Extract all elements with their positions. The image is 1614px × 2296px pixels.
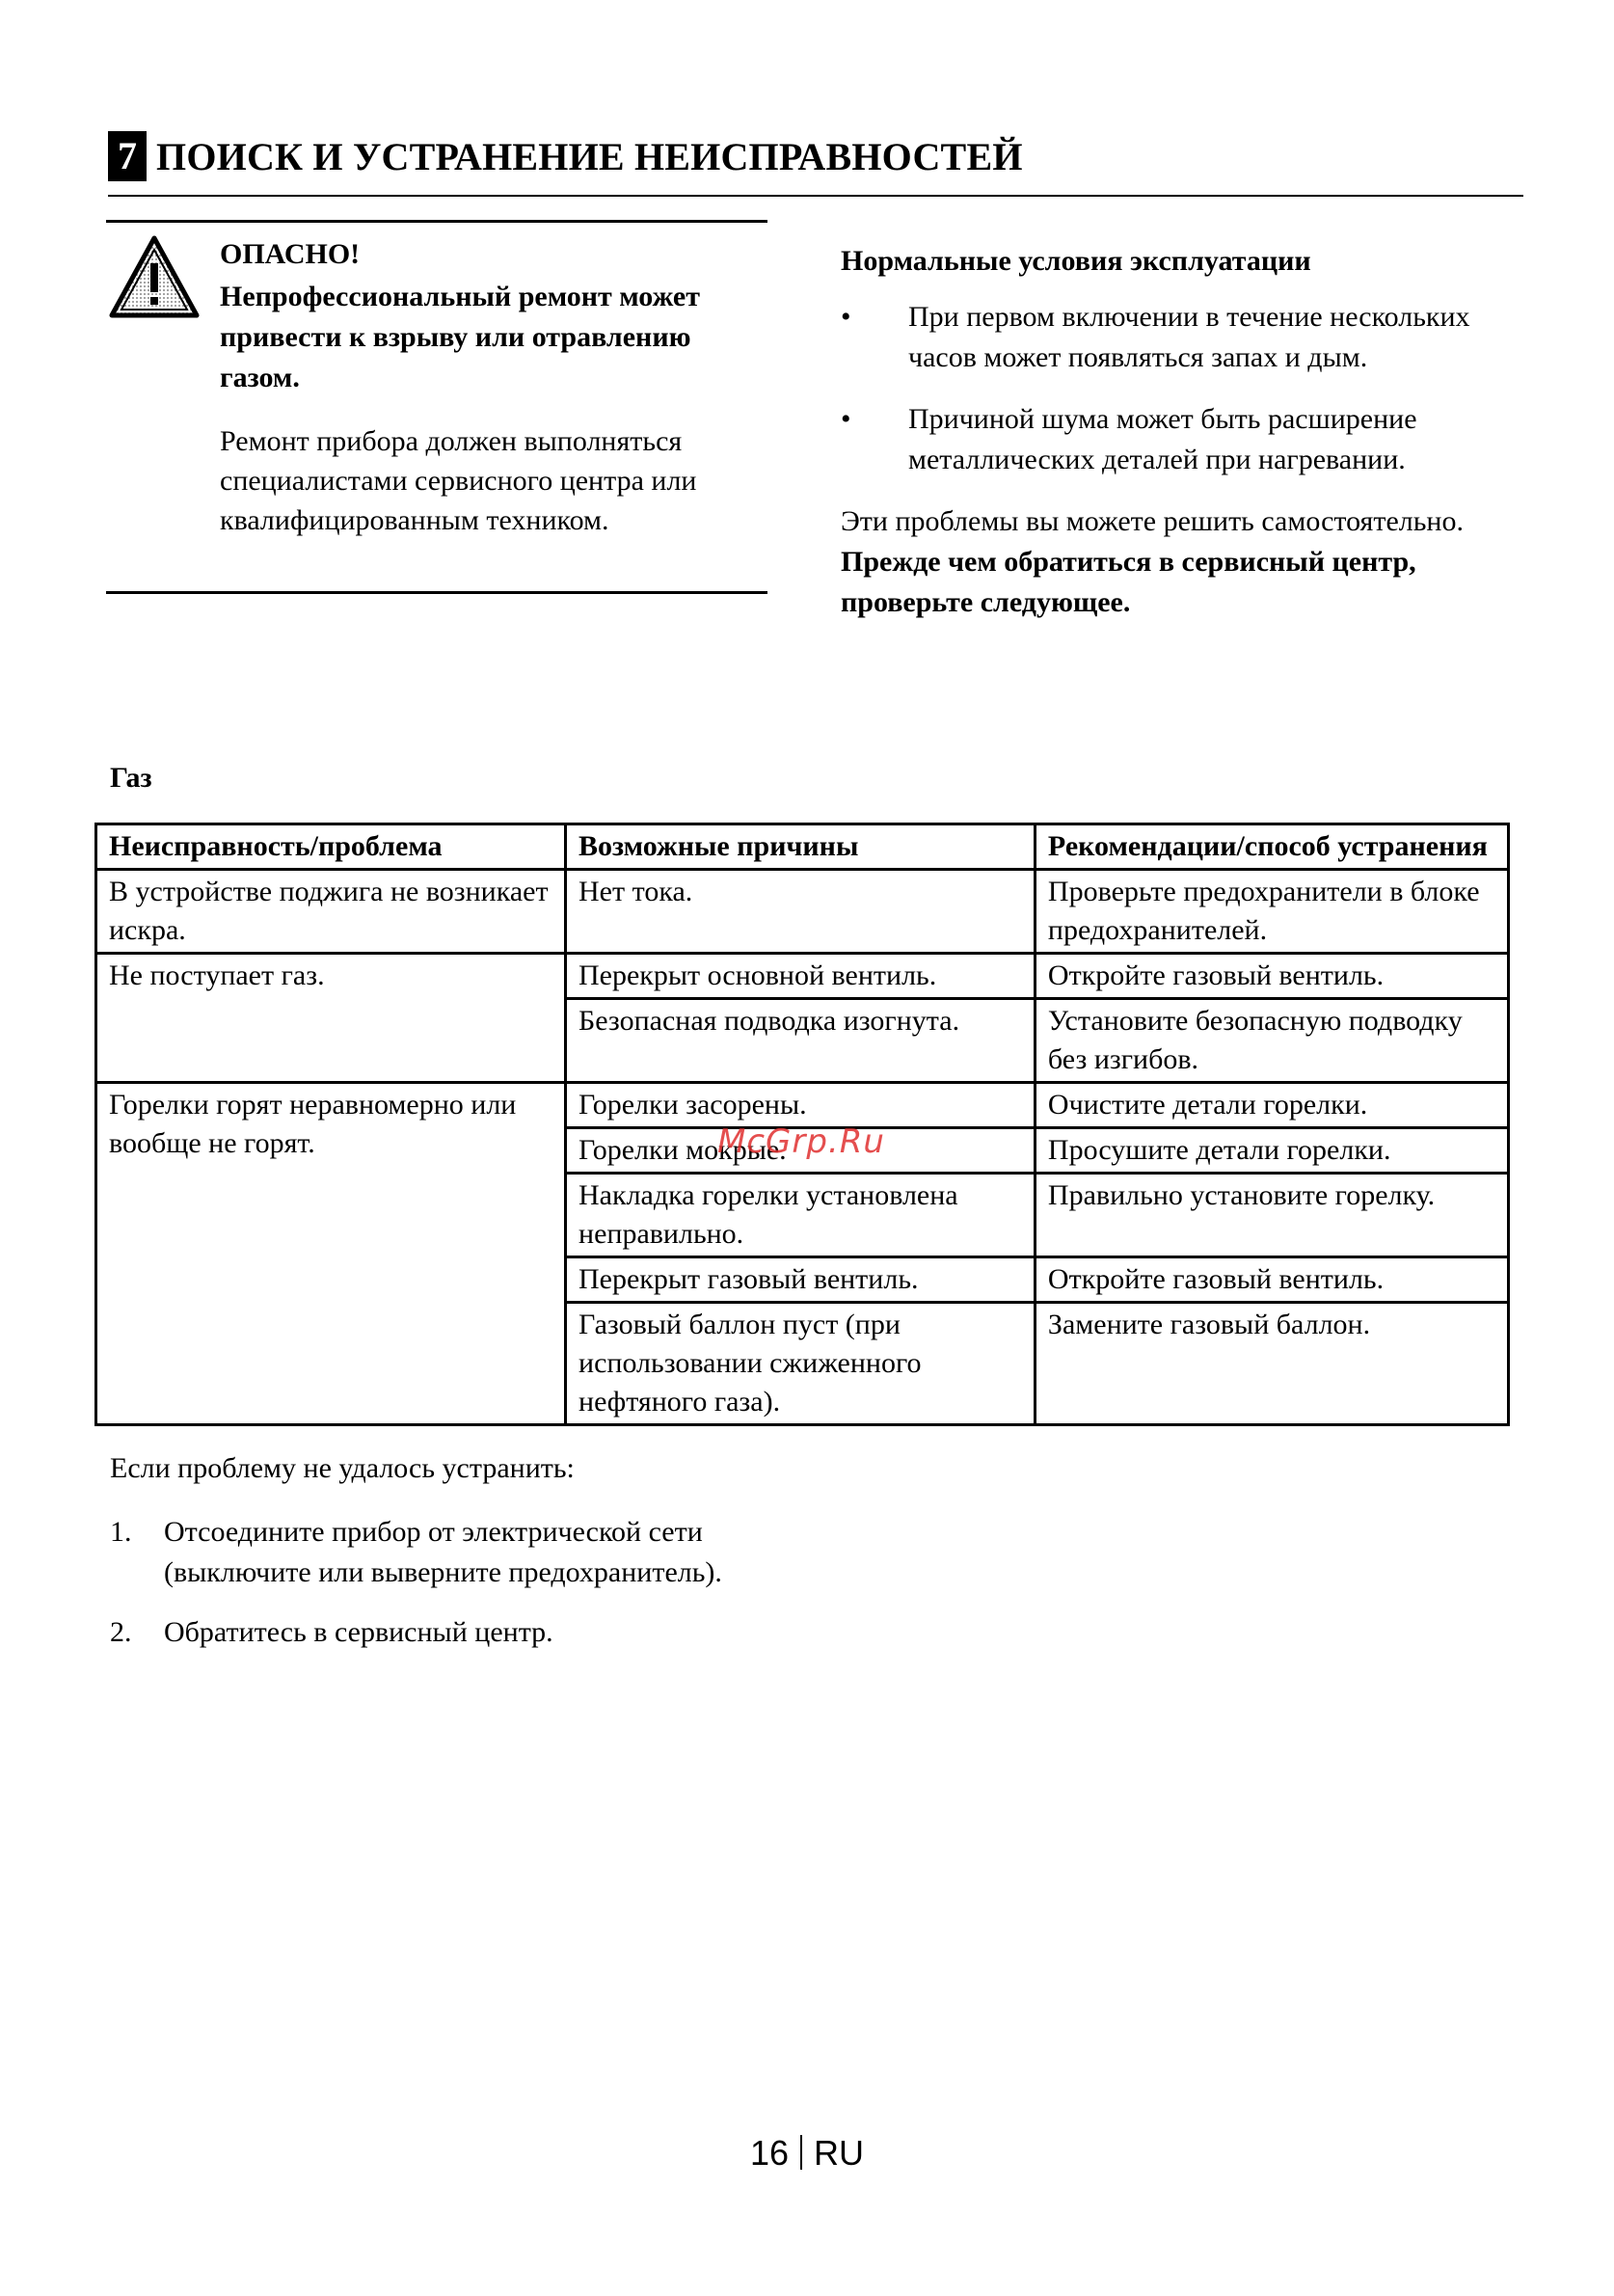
step-text: Обратитесь в сервисный центр. [164, 1616, 553, 1648]
list-item [841, 297, 1523, 378]
cause-cell: Горелки засорены. [566, 1083, 1036, 1128]
solution-cell: Просушите детали горелки. [1035, 1128, 1508, 1174]
section-title: ПОИСК И УСТРАНЕНИЕ НЕИСПРАВНОСТЕЙ [156, 134, 1023, 178]
solution-cell: Замените газовый баллон. [1035, 1303, 1508, 1425]
danger-notice [106, 220, 767, 594]
problem-cell: В устройстве поджига не возникает искра. [96, 870, 566, 954]
watermark: McGrp.Ru [717, 1122, 885, 1161]
bullet-icon: • [841, 403, 851, 435]
solution-cell: Установите безопасную подводку без изгибов. [1035, 999, 1508, 1083]
list-item [841, 399, 1523, 480]
cause-cell: Газовый баллон пуст (при использовании сжиженного нефтяного газа). [566, 1303, 1036, 1425]
cause-cell: Нет тока. [566, 870, 1036, 954]
footer-separator [800, 2135, 802, 2170]
header-divider [108, 195, 1523, 197]
cause-cell: Перекрыт основной вентиль. [566, 954, 1036, 999]
header-problem: Неисправность/проблема [96, 824, 566, 870]
table-header-row [96, 824, 1509, 870]
danger-body-text: Ремонт прибора должен выполняться специалистами сервисного центра или квалифицированным техником. [220, 425, 697, 536]
table-row [96, 954, 1509, 999]
cause-cell: Безопасная подводка изогнута. [566, 999, 1036, 1083]
page-number: 16 [749, 2133, 790, 2173]
step-text: Отсоедините прибор от электрической сети (выключите или выверните предохранитель). [164, 1516, 722, 1588]
normal-conditions-title: Нормальные условия эксплуатации [841, 245, 1311, 277]
solution-cell: Правильно установите горелку. [1035, 1174, 1508, 1257]
bullet-text: При первом включении в течение нескольких часов может появляться запах и дым. [908, 301, 1470, 373]
solution-cell: Проверьте предохранители в блоке предохранителей. [1035, 870, 1508, 954]
list-item [110, 1612, 766, 1653]
self-help-bold-text: Прежде чем обратиться в сервисный центр, проверьте следующее. [841, 546, 1416, 618]
unresolved-intro: Если проблему не удалось устранить: [110, 1452, 575, 1484]
step-number: 1. [110, 1516, 132, 1548]
list-item [110, 1512, 766, 1593]
table-row [96, 870, 1509, 954]
section-header [108, 131, 1523, 181]
solution-cell: Откройте газовый вентиль. [1035, 954, 1508, 999]
header-solution: Рекомендации/способ устранения [1035, 824, 1508, 870]
bullet-icon: • [841, 301, 851, 333]
page-language: RU [814, 2133, 865, 2173]
solution-cell: Откройте газовый вентиль. [1035, 1257, 1508, 1303]
self-help-text: Эти проблемы вы можете решить самостоятельно. [841, 505, 1464, 537]
page-footer [0, 2133, 1614, 2174]
warning-triangle-icon [108, 234, 201, 319]
cause-cell: Накладка горелки установлена неправильно. [566, 1174, 1036, 1257]
problem-cell: Не поступает газ. [96, 954, 566, 1083]
table-row [96, 1083, 1509, 1128]
bullet-text: Причиной шума может быть расширение металлических деталей при нагревании. [908, 403, 1417, 475]
normal-conditions [841, 245, 1523, 623]
cause-cell: Горелки мокрые. [566, 1128, 1036, 1174]
danger-warning-text: Непрофессиональный ремонт может привести к взрыву или отравлению газом. [220, 281, 700, 393]
header-causes: Возможные причины [566, 824, 1036, 870]
step-number: 2. [110, 1616, 132, 1648]
unresolved-steps [110, 1512, 766, 1672]
self-help-note [841, 501, 1523, 623]
section-number: 7 [108, 131, 147, 181]
solution-cell: Очистите детали горелки. [1035, 1083, 1508, 1128]
danger-title: ОПАСНО! [220, 238, 361, 270]
problem-cell: Горелки горят неравномерно или вообще не горят. [96, 1083, 566, 1425]
cause-cell: Перекрыт газовый вентиль. [566, 1257, 1036, 1303]
gas-section-label: Газ [110, 762, 152, 794]
